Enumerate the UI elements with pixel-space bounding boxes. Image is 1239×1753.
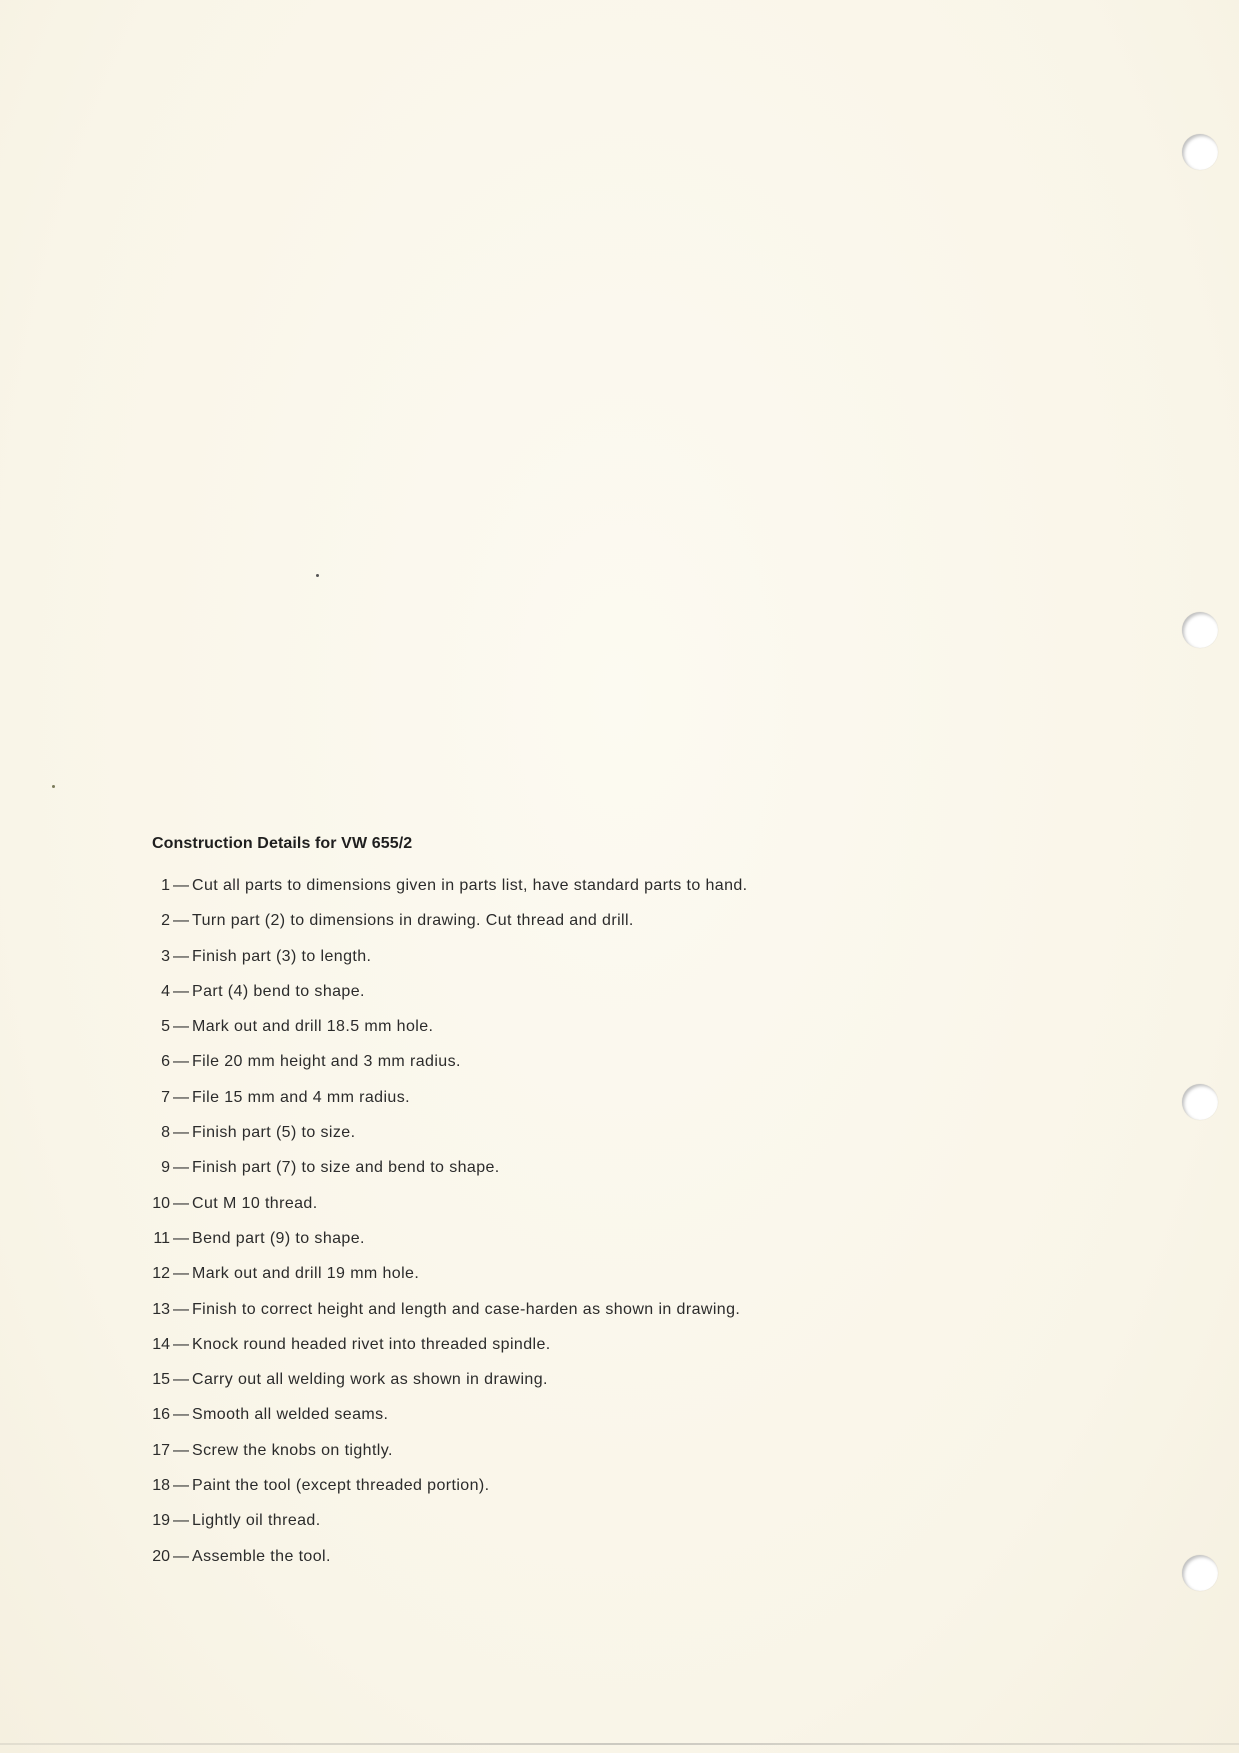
step-text: Finish to correct height and length and case-harden as shown in drawing. — [192, 1300, 741, 1318]
step-text: Knock round headed rivet into threaded spindle. — [192, 1335, 551, 1353]
step-dash: — — [173, 1053, 189, 1071]
step-number: 12 — [152, 1265, 170, 1283]
step-item — [150, 1158, 1050, 1193]
step-number: 6 — [161, 1053, 170, 1071]
step-text: File 15 mm and 4 mm radius. — [192, 1088, 410, 1106]
step-number: 16 — [152, 1406, 170, 1424]
step-text: Carry out all welding work as shown in drawing. — [192, 1371, 548, 1389]
step-number: 3 — [161, 947, 170, 965]
step-item — [150, 947, 1050, 982]
step-number: 4 — [161, 982, 170, 1000]
step-item — [150, 1194, 1050, 1229]
step-dash: — — [173, 1335, 189, 1353]
step-item — [150, 1229, 1050, 1264]
step-item — [150, 1405, 1050, 1440]
step-number: 5 — [161, 1018, 170, 1036]
step-text: Mark out and drill 18.5 mm hole. — [192, 1018, 434, 1036]
step-dash: — — [173, 1477, 189, 1495]
step-item — [150, 1088, 1050, 1123]
step-item — [150, 911, 1050, 946]
step-dash: — — [173, 1547, 189, 1565]
step-number: 8 — [161, 1124, 170, 1142]
step-dash: — — [173, 1406, 189, 1424]
step-number: 20 — [152, 1547, 170, 1565]
step-number: 9 — [161, 1159, 170, 1177]
step-text: Cut all parts to dimensions given in parts list, have standard parts to hand. — [192, 877, 748, 894]
construction-steps-list — [150, 876, 1050, 1582]
step-text: File 20 mm height and 3 mm radius. — [192, 1053, 461, 1071]
step-text: Screw the knobs on tightly. — [192, 1441, 393, 1459]
step-dash: — — [173, 1018, 189, 1036]
step-item — [150, 1335, 1050, 1370]
step-dash: — — [173, 1088, 189, 1106]
step-item — [150, 1052, 1050, 1087]
step-number: 14 — [152, 1335, 170, 1353]
step-text: Mark out and drill 19 mm hole. — [192, 1265, 420, 1283]
step-text: Finish part (5) to size. — [192, 1124, 356, 1142]
step-item — [150, 982, 1050, 1017]
step-dash: — — [173, 1300, 189, 1318]
punch-hole — [1182, 134, 1218, 170]
step-number: 19 — [152, 1512, 170, 1530]
step-number: 10 — [152, 1194, 170, 1212]
step-number: 18 — [152, 1477, 170, 1495]
step-text: Lightly oil thread. — [192, 1512, 321, 1530]
step-dash: — — [173, 912, 189, 930]
step-item — [150, 1264, 1050, 1299]
step-text: Finish part (3) to length. — [192, 947, 372, 965]
step-text: Part (4) bend to shape. — [192, 982, 365, 1000]
step-item — [150, 1441, 1050, 1476]
step-number: 11 — [153, 1229, 170, 1247]
step-item — [150, 1511, 1050, 1546]
step-item — [150, 1370, 1050, 1405]
step-dash: — — [173, 1441, 189, 1459]
paper-speck — [52, 785, 55, 788]
step-number: 2 — [161, 912, 170, 930]
step-text: Cut M 10 thread. — [192, 1194, 318, 1212]
step-dash: — — [173, 1124, 189, 1142]
paper-speck — [316, 574, 319, 577]
step-item — [150, 1476, 1050, 1511]
step-text: Smooth all welded seams. — [192, 1406, 389, 1424]
step-text: Assemble the tool. — [192, 1547, 331, 1565]
step-dash: — — [173, 1512, 189, 1530]
step-number: 17 — [152, 1441, 170, 1459]
step-text: Finish part (7) to size and bend to shape. — [192, 1159, 500, 1177]
punch-hole — [1182, 612, 1218, 648]
document-title: Construction Details for VW 655/2 — [152, 834, 413, 852]
step-dash: — — [173, 982, 189, 1000]
step-item — [150, 1123, 1050, 1158]
step-number: 1 — [161, 877, 170, 894]
punch-hole — [1182, 1555, 1218, 1591]
step-number: 13 — [152, 1300, 170, 1318]
step-item — [150, 1017, 1050, 1052]
step-dash: — — [173, 1159, 189, 1177]
step-dash: — — [173, 1229, 189, 1247]
paper-bottom-edge — [0, 1743, 1239, 1745]
step-text: Bend part (9) to shape. — [192, 1229, 365, 1247]
step-text: Turn part (2) to dimensions in drawing. Cut thread and drill. — [192, 912, 634, 930]
step-item — [150, 1300, 1050, 1335]
step-number: 7 — [161, 1088, 170, 1106]
step-dash: — — [173, 947, 189, 965]
step-dash: — — [173, 877, 189, 894]
punch-hole — [1182, 1084, 1218, 1120]
step-dash: — — [173, 1371, 189, 1389]
step-number: 15 — [152, 1371, 170, 1389]
step-dash: — — [173, 1265, 189, 1283]
step-item — [150, 1547, 1050, 1582]
step-dash: — — [173, 1194, 189, 1212]
step-text: Paint the tool (except threaded portion). — [192, 1477, 490, 1495]
step-item — [150, 876, 1050, 911]
